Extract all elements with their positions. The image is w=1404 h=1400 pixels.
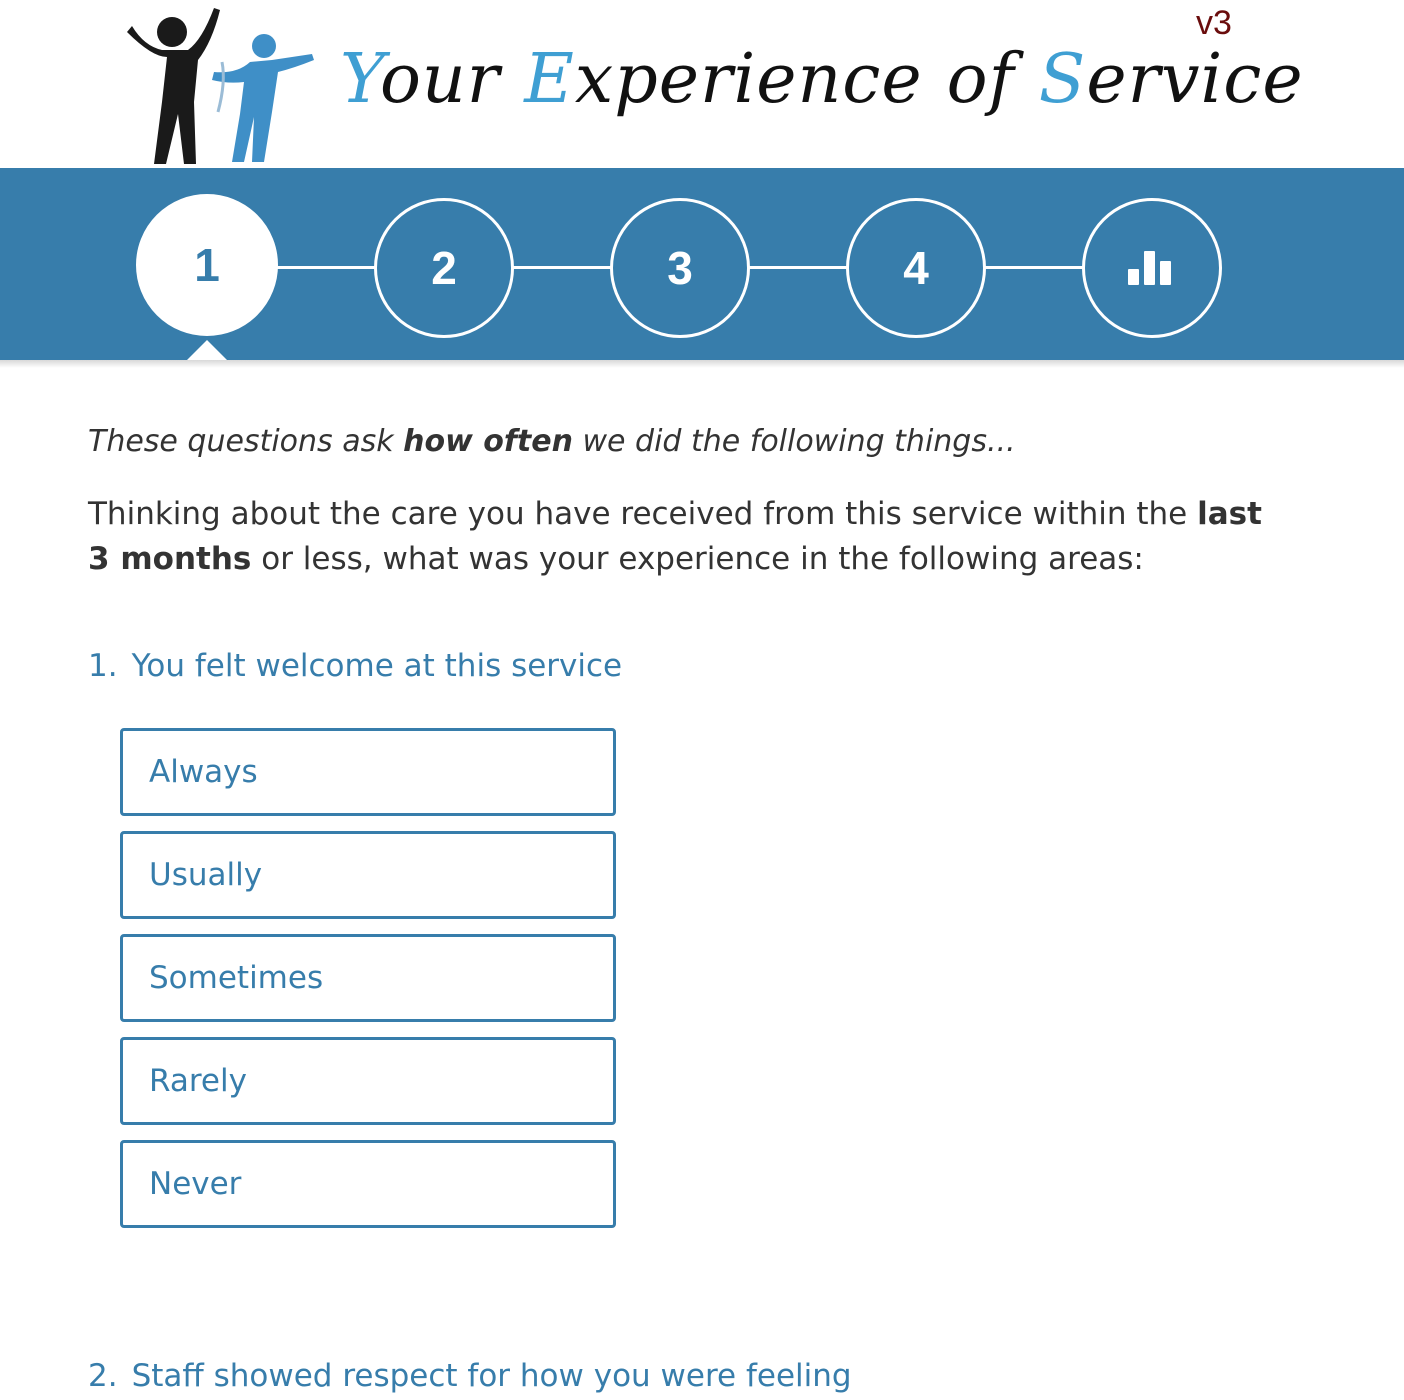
brand-word-1: Your <box>340 40 501 119</box>
option-never[interactable]: Never <box>120 1140 616 1228</box>
question-number: 1. <box>88 648 118 684</box>
bar-chart-icon <box>1128 251 1176 285</box>
step-1[interactable]: 1 <box>136 194 278 336</box>
header <box>0 0 1404 168</box>
step-connector <box>276 266 376 269</box>
brand-title <box>340 40 1304 140</box>
option-rarely[interactable]: Rarely <box>120 1037 616 1125</box>
step-2[interactable]: 2 <box>374 198 514 338</box>
option-always[interactable]: Always <box>120 728 616 816</box>
option-sometimes[interactable]: Sometimes <box>120 934 616 1022</box>
brand-word-3: of <box>946 40 1015 119</box>
step-3[interactable]: 3 <box>610 198 750 338</box>
step-connector <box>512 266 612 269</box>
step-results[interactable] <box>1082 198 1222 338</box>
question-2 <box>88 1358 852 1394</box>
question-text: You felt welcome at this service <box>131 648 623 684</box>
step-connector <box>984 266 1084 269</box>
brand-word-4: Service <box>1038 40 1304 119</box>
step-connector <box>748 266 848 269</box>
progress-steps <box>0 168 1404 360</box>
people-logo-icon <box>122 2 322 167</box>
question-1 <box>88 648 622 684</box>
instructions-text: Thinking about the care you have received from this service within the last 3 months or less, what was your experience in the following areas: <box>88 496 1262 577</box>
option-usually[interactable]: Usually <box>120 831 616 919</box>
question-number: 2. <box>88 1358 118 1394</box>
progress-shadow <box>0 360 1404 368</box>
step-4[interactable]: 4 <box>846 198 986 338</box>
version-label: v3 <box>1196 4 1232 42</box>
brand-word-2: Experience <box>524 40 923 119</box>
intro-text: These questions ask how often we did the following things... <box>88 424 1016 459</box>
question-text: Staff showed respect for how you were feeling <box>131 1358 852 1394</box>
active-step-pointer <box>187 340 227 360</box>
